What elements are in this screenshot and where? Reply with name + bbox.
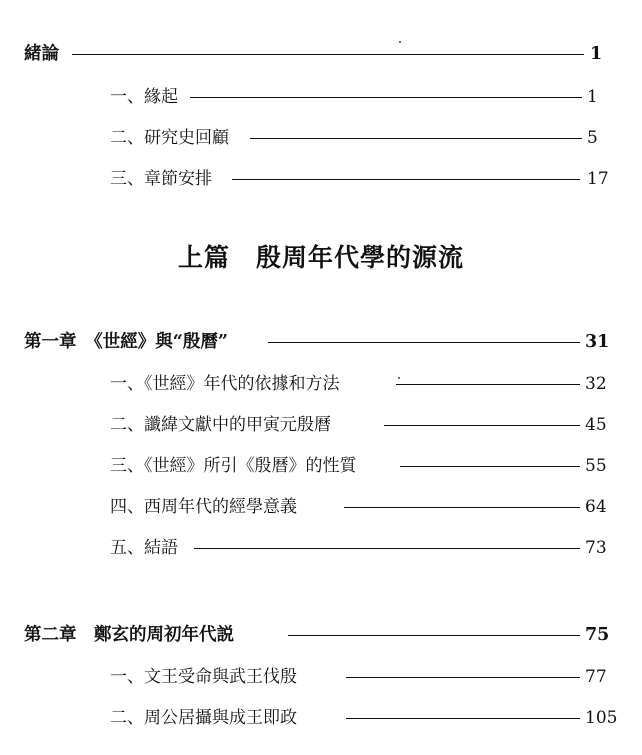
toc-entry — [0, 451, 642, 481]
toc-entry-chapter-2 — [0, 620, 642, 650]
toc-page-number: 105 — [585, 708, 618, 728]
leader-line — [346, 677, 580, 678]
toc-entry — [0, 369, 642, 399]
toc-entry-label: 三、章節安排 — [110, 164, 218, 194]
toc-entry-label: 一、《世經》年代的依據和方法 — [110, 369, 346, 399]
toc-page-number: 64 — [585, 497, 607, 517]
scan-speck — [398, 377, 400, 379]
leader-line — [344, 507, 580, 508]
toc-page-number: 31 — [585, 332, 610, 352]
toc-page-number: 1 — [587, 87, 598, 107]
part-heading: 上篇 殷周年代學的源流 — [177, 243, 464, 272]
scan-speck — [399, 41, 401, 43]
toc-page-number: 5 — [587, 128, 598, 148]
toc-entry-label: 一、緣起 — [110, 82, 184, 112]
toc-page-number: 77 — [585, 667, 607, 687]
toc-entry — [0, 123, 642, 153]
toc-entry — [0, 662, 642, 692]
leader-line — [72, 54, 584, 55]
leader-line — [384, 425, 580, 426]
toc-entry — [0, 703, 642, 733]
toc-page-number: 45 — [585, 415, 607, 435]
leader-line — [288, 635, 580, 636]
toc-entry — [0, 164, 642, 194]
toc-entry-label: 二、讖緯文獻中的甲寅元殷曆 — [110, 410, 337, 440]
toc-page-number: 75 — [585, 625, 610, 645]
toc-entry — [0, 82, 642, 112]
toc-entry-label: 三、《世經》所引《殷曆》的性質 — [110, 451, 363, 481]
leader-line — [250, 138, 582, 139]
toc-page-number: 17 — [587, 169, 609, 189]
toc-entry-chapter-1 — [0, 327, 642, 357]
toc-entry-label: 二、研究史回顧 — [110, 123, 235, 153]
toc-page-number: 73 — [585, 538, 607, 558]
toc-entry-label: 第一章 《世經》與“殷曆” — [24, 327, 234, 357]
leader-line — [346, 718, 580, 719]
toc-entry — [0, 533, 642, 563]
leader-line — [194, 548, 580, 549]
toc-entry-label: 緒論 — [24, 39, 65, 69]
toc-entry-label: 第二章 鄭玄的周初年代説 — [24, 620, 240, 650]
toc-entry-label: 二、周公居攝與成王即政 — [110, 703, 303, 733]
toc-entry — [0, 410, 642, 440]
toc-page-number: 32 — [585, 374, 607, 394]
toc-entry-intro — [0, 39, 642, 69]
leader-line — [396, 384, 580, 385]
toc-page-number: 1 — [590, 44, 603, 64]
toc-entry — [0, 492, 642, 522]
leader-line — [400, 466, 580, 467]
leader-line — [190, 97, 582, 98]
toc-page-number: 55 — [585, 456, 607, 476]
toc-entry-label: 一、文王受命與武王伐殷 — [110, 662, 303, 692]
toc-entry-label: 四、西周年代的經學意義 — [110, 492, 303, 522]
leader-line — [268, 342, 580, 343]
leader-line — [232, 179, 580, 180]
toc-entry-label: 五、結語 — [110, 533, 184, 563]
